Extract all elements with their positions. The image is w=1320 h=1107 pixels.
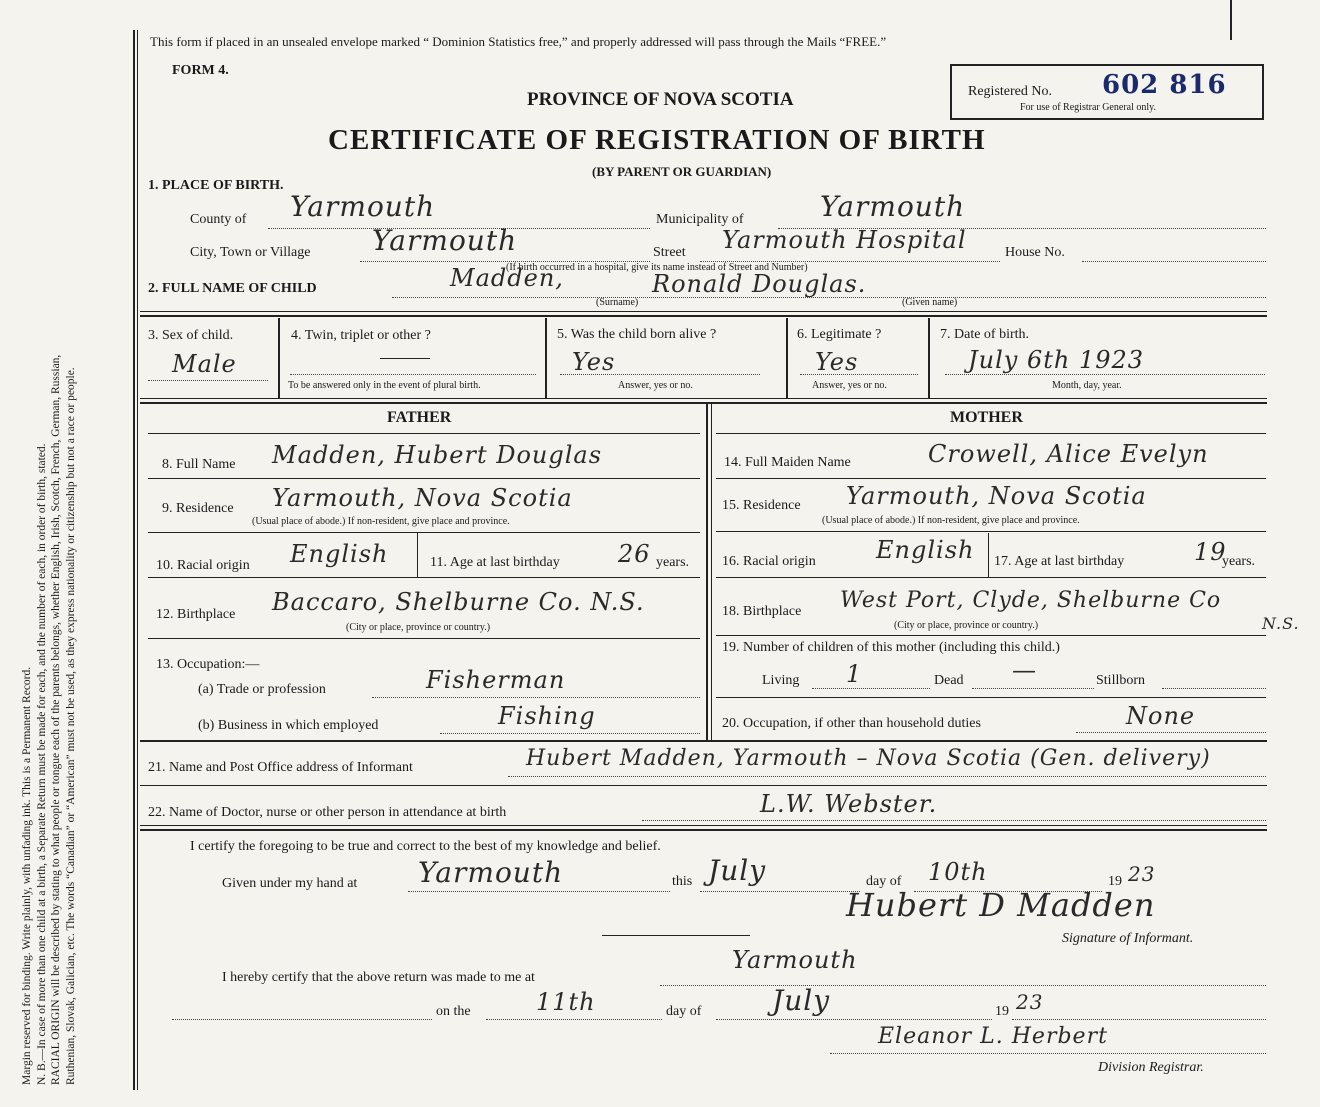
alive-label: 5. Was the child born alive ? [557, 327, 717, 342]
dob-note: Month, day, year. [1052, 380, 1122, 391]
father-age: 26 [618, 540, 651, 568]
signature-label: Signature of Informant. [1062, 931, 1194, 946]
father-res-label: 9. Residence [162, 501, 234, 516]
twin-note: To be answered only in the event of plural birth. [288, 380, 481, 391]
municipality-label: Municipality of [656, 212, 744, 227]
sex-label: 3. Sex of child. [148, 328, 234, 343]
informant-signature: Hubert D Madden [846, 886, 1156, 924]
registrar-year-prefix: 19 [995, 1004, 1009, 1019]
hospital-note: (If birth occurred in a hospital, give its name instead of Street and Number) [506, 262, 808, 273]
doctor-value: L.W. Webster. [760, 790, 938, 818]
registered-label: Registered No. [968, 84, 1052, 99]
province-title: PROVINCE OF NOVA SCOTIA [527, 89, 794, 110]
division-registrar-label: Division Registrar. [1098, 1060, 1204, 1075]
municipality-value: Yarmouth [820, 190, 966, 223]
side-note: Ruthenian, Slovak, Galician, etc. The words “Canadian” or “American” must not be used, as they express nationality or citizenship but not a race or people. [64, 367, 77, 1085]
alive-value: Yes [572, 348, 616, 376]
mother-bp: West Port, Clyde, Shelburne Co [840, 588, 1222, 613]
dob-value: July 6th 1923 [968, 346, 1145, 374]
mother-name-label: 14. Full Maiden Name [724, 455, 851, 470]
informant-value: Hubert Madden, Yarmouth – Nova Scotia (Gen. delivery) [526, 746, 1211, 771]
surname-note: (Surname) [596, 297, 639, 308]
mail-notice: This form if placed in an unsealed envelope marked “ Dominion Statistics free,” and properly addressed will pass through the Mails “FREE.” [150, 34, 887, 49]
city-label: City, Town or Village [190, 245, 311, 260]
mother-age: 19 [1194, 538, 1227, 566]
on-the-label: on the [436, 1004, 471, 1019]
place-of-birth-label: 1. PLACE OF BIRTH. [148, 178, 284, 193]
mother-bp-label: 18. Birthplace [722, 604, 802, 619]
registrar-day: 11th [536, 988, 596, 1016]
alive-note: Answer, yes or no. [618, 380, 693, 391]
mother-race: English [876, 536, 975, 564]
legit-value: Yes [815, 348, 859, 376]
dead-label: Dead [934, 673, 964, 688]
doctor-label: 22. Name of Doctor, nurse or other person in attendance at birth [148, 805, 507, 820]
form-number: FORM 4. [172, 63, 229, 78]
stillborn-label: Stillborn [1096, 673, 1146, 688]
side-note: RACIAL ORIGIN will be described by stating to what people or tongue each of the parents belongs, whether English, Irish, Scotch, French, German, Russian, [50, 354, 62, 1085]
side-note: N. B.—In case of more than one child at a birth, a Separate Return must be made for each, and the number of each, in order of birth, stated. [35, 443, 48, 1085]
certify-month: July [708, 854, 767, 887]
registered-note: For use of Registrar General only. [1020, 102, 1156, 113]
registered-number: 602 816 [1102, 70, 1227, 100]
trade-label: (a) Trade or profession [198, 682, 326, 697]
page-title: CERTIFICATE OF REGISTRATION OF BIRTH [328, 124, 986, 156]
certify-day: 10th [928, 858, 988, 886]
mother-heading: MOTHER [950, 409, 1023, 426]
mother-res-note: (Usual place of abode.) If non-resident, give place and province. [822, 515, 1080, 526]
legit-label: 6. Legitimate ? [797, 327, 882, 342]
father-years: years. [656, 555, 690, 570]
informant-label: 21. Name and Post Office address of Informant [148, 760, 413, 775]
living-value: 1 [846, 660, 863, 688]
father-res-note: (Usual place of abode.) If non-resident, give place and province. [252, 516, 510, 527]
father-bp: Baccaro, Shelburne Co. N.S. [272, 588, 645, 616]
father-race-label: 10. Racial origin [156, 558, 250, 573]
trade-value: Fisherman [426, 666, 566, 694]
business-value: Fishing [498, 702, 596, 730]
father-name-label: 8. Full Name [162, 457, 236, 472]
certify-text: I certify the foregoing to be true and correct to the best of my knowledge and belief. [190, 839, 661, 854]
margin-line [137, 30, 138, 1090]
registrar-place: Yarmouth [732, 946, 858, 974]
mother-race-label: 16. Racial origin [722, 554, 816, 569]
subtitle: (BY PARENT OR GUARDIAN) [592, 164, 772, 179]
dead-value: — [1012, 656, 1037, 684]
children-label: 19. Number of children of this mother (including this child.) [722, 640, 1060, 655]
certify-year: 23 [1128, 862, 1156, 886]
mother-res-label: 15. Residence [722, 498, 801, 513]
day-of-label-2: day of [666, 1004, 702, 1019]
year-prefix: 19 [1108, 874, 1122, 889]
mother-bp-extra: N.S. [1262, 614, 1300, 633]
mother-name: Crowell, Alice Evelyn [928, 440, 1209, 468]
father-res: Yarmouth, Nova Scotia [272, 484, 573, 512]
registered-box [950, 64, 1264, 120]
father-bp-label: 12. Birthplace [156, 607, 236, 622]
street-label: Street [653, 245, 686, 260]
father-name: Madden, Hubert Douglas [272, 441, 603, 469]
mother-res: Yarmouth, Nova Scotia [846, 482, 1147, 510]
registrar-year: 23 [1016, 990, 1044, 1014]
given-label: Given under my hand at [222, 876, 358, 891]
given-note: (Given name) [902, 297, 958, 308]
occupation-label: 13. Occupation:— [156, 657, 260, 672]
day-of-label: day of [866, 874, 902, 889]
sex-value: Male [172, 350, 237, 378]
child-surname: Madden, [450, 264, 564, 292]
mother-occ: None [1126, 702, 1196, 730]
father-bp-note: (City or place, province or country.) [346, 622, 491, 633]
mother-bp-note: (City or place, province or country.) [894, 620, 1039, 631]
mother-occ-label: 20. Occupation, if other than household duties [722, 716, 981, 731]
father-race: English [290, 540, 389, 568]
mother-years: years. [1222, 554, 1256, 569]
side-notes [20, 25, 78, 1085]
side-note: Margin reserved for binding. Write plainly, with unfading ink. This is a Permanent Record. [21, 666, 33, 1085]
county-label: County of [190, 212, 247, 227]
father-heading: FATHER [387, 409, 452, 426]
county-value: Yarmouth [290, 190, 436, 223]
mother-age-label: 17. Age at last birthday [994, 554, 1125, 569]
father-age-label: 11. Age at last birthday [430, 555, 560, 570]
this-label: this [672, 874, 693, 889]
living-label: Living [762, 673, 800, 688]
street-value: Yarmouth Hospital [722, 226, 967, 254]
margin-line [133, 30, 135, 1090]
twin-label: 4. Twin, triplet or other ? [291, 328, 431, 343]
child-name-label: 2. FULL NAME OF CHILD [148, 281, 317, 296]
legit-note: Answer, yes or no. [812, 380, 887, 391]
house-label: House No. [1005, 245, 1065, 260]
business-label: (b) Business in which employed [198, 718, 379, 733]
registrar-signature: Eleanor L. Herbert [878, 1024, 1108, 1049]
corner-mark [1230, 0, 1232, 40]
registrar-text: I hereby certify that the above return was made to me at [222, 970, 535, 985]
given-place: Yarmouth [418, 856, 564, 889]
child-given: Ronald Douglas. [652, 270, 867, 298]
dob-label: 7. Date of birth. [940, 327, 1030, 342]
registrar-month: July [772, 984, 831, 1017]
city-value: Yarmouth [372, 224, 518, 257]
